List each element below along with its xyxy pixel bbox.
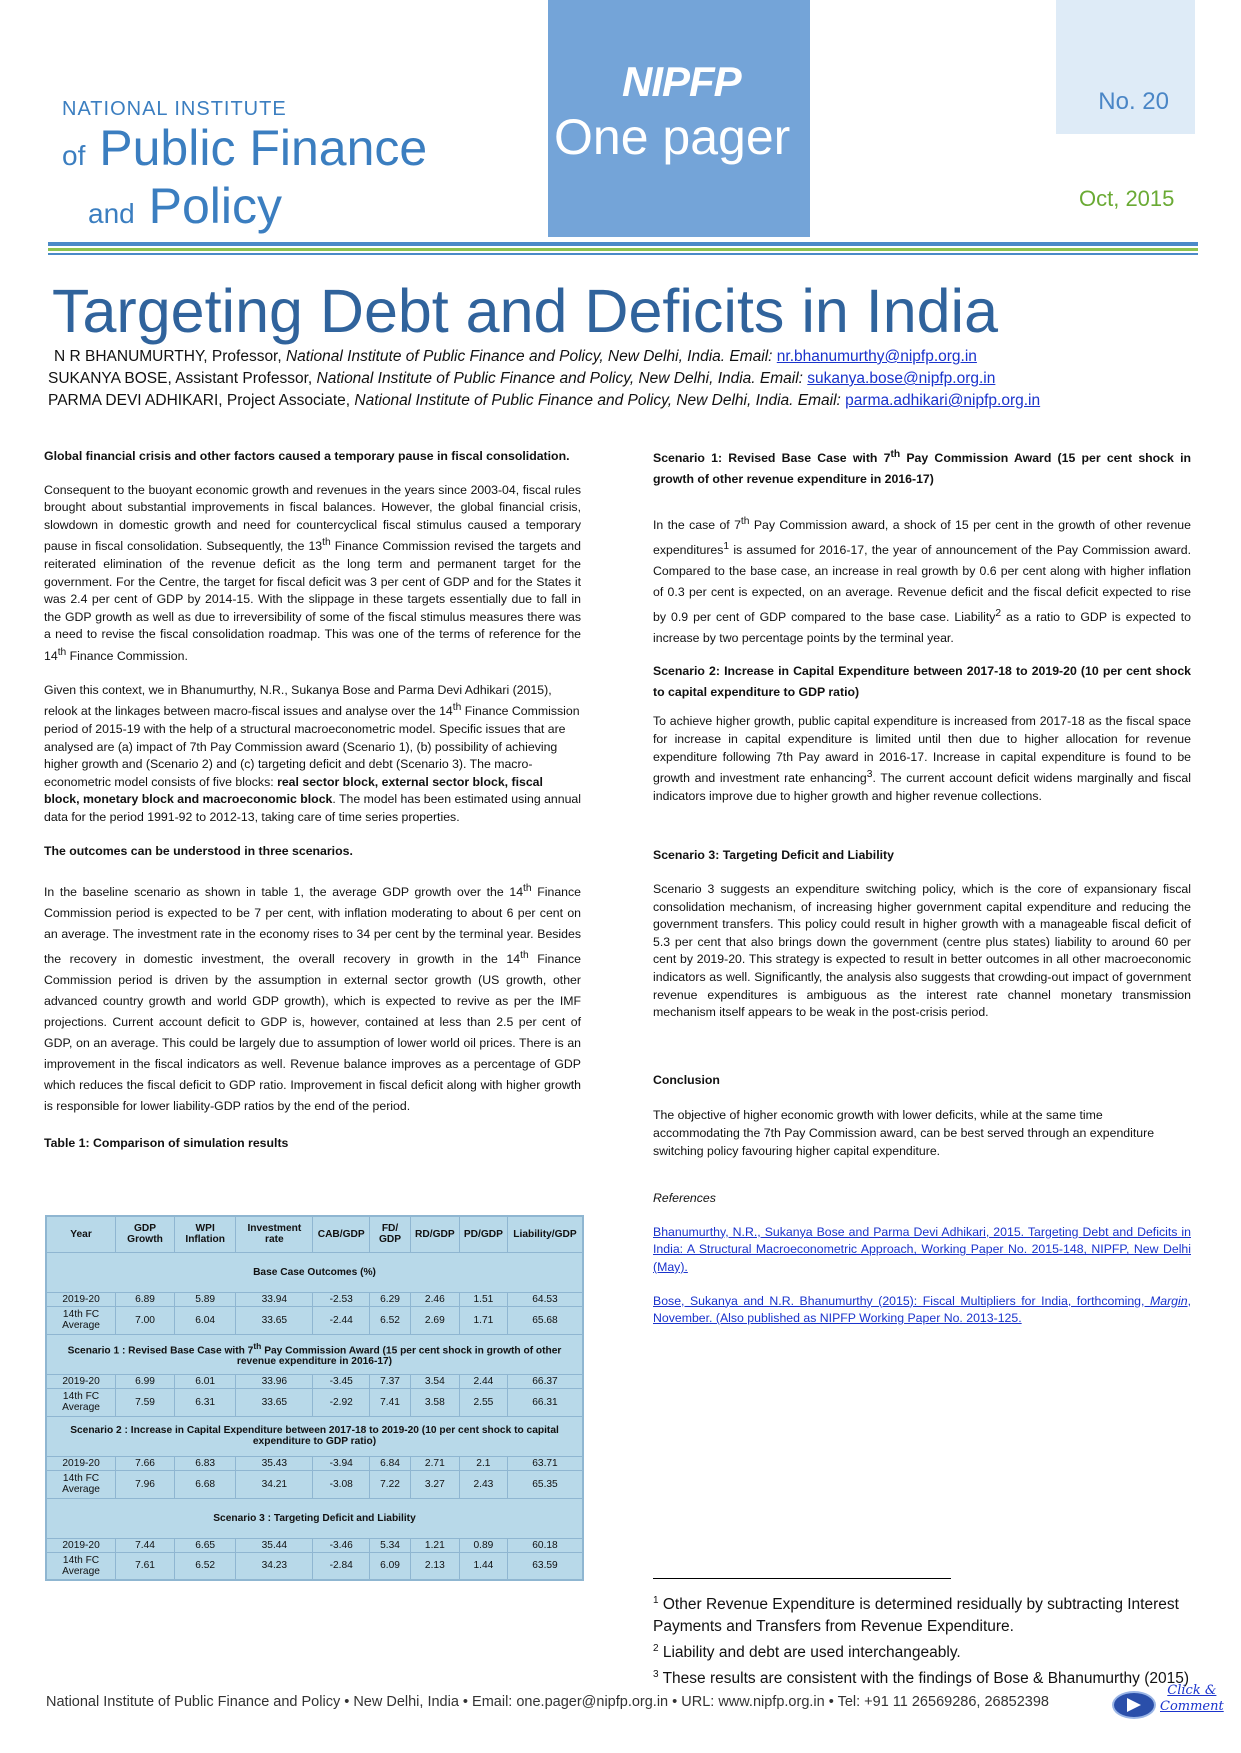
- click-comment-button[interactable]: Click & Comment: [1112, 1683, 1204, 1725]
- table-row: 14th FC Average 7.96 6.68 34.21 -3.08 7.22 3.27 2.43 65.35: [46, 1470, 583, 1498]
- nipfp-logo: NIPFP: [622, 58, 741, 105]
- table-caption: Table 1: Comparison of simulation results: [44, 1136, 289, 1151]
- table-section-row: Base Case Outcomes (%): [46, 1252, 583, 1292]
- paragraph: Scenario 3 suggests an expenditure switching policy, which is the core of expansionary fiscal consolidation mechanism, of increasing higher government capital expenditure and reducing the government transfers. This policy could result in higher growth with a manageable fiscal deficit of 5.3 per cent that also brings down the government (centre plus states) liability to around 60 per cent by 2019-20. This strategy is expected to result in better outcomes in all other macroeconomic indicators as well. Significantly, the analysis also suggests that crowding-out impact of government revenue expenditures is ambiguous as the interest rate channel monetary transmission mechanism itself appears to be weak in the post-crisis period.: [653, 882, 1191, 1020]
- institute-line1: NATIONAL INSTITUTE: [62, 98, 287, 120]
- author-line: N R BHANUMURTHY, Professor, National Institute of Public Finance and Policy, New Delhi, India. Email: nr.bhanumurthy@nipfp.org.in: [54, 348, 977, 365]
- footnote: $^2$ Liability and debt are used interchangeably.: [653, 1643, 961, 1662]
- institute-policy: Policy: [148, 178, 282, 234]
- page-footer: National Institute of Public Finance and Policy • New Delhi, India • Email: one.pager@nipfp.org.in • URL: www.nipfp.org.in • Tel: +91 11 26569286, 26852398: [46, 1694, 1049, 1710]
- paragraph: In the baseline scenario as shown in table 1, the average GDP growth over the 14th Finance Commission period is expected to be 7 per cent, with inflation moderating to about 6 per cent on an average. The investment rate in the economy rises to 34 per cent by the terminal year. Besides the recovery in domestic investment, the overall recovery in growth in the 14th Finance Commission period is driven by the assumption in external sector growth (US growth, other advanced country growth and world GDP growth), which is expected to revive as per the IMF projections. Current account deficit to GDP is, however, contained at less than 2.5 per cent of GDP, on an average. This could be largely due to assumption of lower world oil prices. There is an improvement in the fiscal indicators as well. Revenue balance improves as a percentage of GDP which reduces the fiscal deficit to GDP ratio. Improvement in fiscal deficit along with higher growth is responsible for lower liability-GDP ratios by the end of the period.: [44, 883, 581, 1114]
- paragraph: In the case of 7th Pay Commission award, a shock of 15 per cent in the growth of other revenue expenditures$^1$ is assumed for 2016-17, the year of announcement of the Pay Commission award. Compared to the base case, an increase in real growth by 0.6 per cent along with higher inflation of 0.3 per cent is expected, on an average. Revenue deficit and the fiscal deficit expected to rise by 0.9 per cent of GDP compared to the base case. Liability$^2$ as a ratio to GDP is expected to increase by two percentage points by the terminal year.: [653, 516, 1191, 646]
- author-email-link[interactable]: parma.adhikari@nipfp.org.in: [845, 392, 1041, 409]
- institute-public-finance: Public Finance: [99, 120, 428, 176]
- section-heading: Global financial crisis and other factors caused a temporary pause in fiscal consolidation.: [44, 449, 570, 463]
- section-heading: Scenario 3: Targeting Deficit and Liability: [653, 848, 894, 863]
- reference-item: [653, 1224, 1191, 1277]
- footnote: $^3$ These results are consistent with the findings of Bose & Bhanumurthy (2015): [653, 1669, 1190, 1688]
- table-row: 2019-20 7.44 6.65 35.44 -3.46 5.34 1.21 0.89 60.18: [46, 1538, 583, 1552]
- section-heading: Scenario 2: Increase in Capital Expenditure between 2017-18 to 2019-20 (10 per cent shock to capital expenditure to GDP ratio): [653, 664, 1191, 700]
- reference-link[interactable]: Bose, Sukanya and N.R. Bhanumurthy (2015): Fiscal Multipliers for India, forthcoming, Margin, November. (Also published as NIPFP Working Paper No. 2013-125.: [653, 1293, 1191, 1326]
- issue-date: Oct, 2015: [1079, 186, 1175, 211]
- table-row: 2019-20 6.89 5.89 33.94 -2.53 6.29 2.46 1.51 64.53: [46, 1292, 583, 1306]
- institute-logo: [62, 98, 427, 239]
- institute-of: of: [62, 140, 86, 171]
- table-row: 2019-20 6.99 6.01 33.96 -3.45 7.37 3.54 2.44 66.37: [46, 1374, 583, 1388]
- footnote-separator: [653, 1578, 951, 1579]
- left-column: [44, 448, 581, 1153]
- paragraph: The objective of higher economic growth with lower deficits, while at the same time accommodating the 7th Pay Commission award, can be best served through an expenditure switching policy favouring higher capital expenditure.: [653, 1108, 1155, 1158]
- table-row: 14th FC Average 7.00 6.04 33.65 -2.44 6.52 2.69 1.71 65.68: [46, 1306, 583, 1334]
- footnotes: [653, 1590, 1193, 1690]
- table-section-row: Scenario 1 : Revised Base Case with 7th Pay Commission Award (15 per cent shock in growth of other revenue expenditure in 2016-17): [46, 1334, 583, 1374]
- series-title: One pager: [554, 109, 791, 165]
- header-divider: [48, 253, 1198, 255]
- author-line: PARMA DEVI ADHIKARI, Project Associate, National Institute of Public Finance and Policy, New Delhi, India. Email: parma.adhikari@nipfp.org.in: [48, 392, 1041, 409]
- right-column: [653, 444, 1191, 1328]
- author-list: [48, 346, 1040, 412]
- author-line: SUKANYA BOSE, Assistant Professor, National Institute of Public Finance and Policy, New Delhi, India. Email: sukanya.bose@nipfp.org.in: [48, 370, 996, 387]
- simulation-results-table: [45, 1215, 584, 1581]
- issue-number-box: [1056, 0, 1195, 134]
- table-row: 14th FC Average 7.61 6.52 34.23 -2.84 6.09 2.13 1.44 63.59: [46, 1552, 583, 1580]
- table-row: 2019-20 7.66 6.83 35.43 -3.94 6.84 2.71 2.1 63.71: [46, 1456, 583, 1470]
- footnote: $^1$ Other Revenue Expenditure is determined residually by subtracting Interest Payments and Transfers from Revenue Expenditure.: [653, 1595, 1179, 1636]
- issue-number: No. 20: [1098, 88, 1169, 115]
- one-pager-banner: [548, 0, 810, 237]
- page-title: Targeting Debt and Deficits in India: [52, 277, 999, 345]
- table-header-row: Year GDP Growth WPI Inflation Investment rate CAB/GDP FD/ GDP RD/GDP PD/GDP Liability/GDP: [46, 1216, 583, 1252]
- reference-link[interactable]: Bhanumurthy, N.R., Sukanya Bose and Parma Devi Adhikari, 2015. Targeting Debt and Deficits in India: A Structural Macroeconometric Approach, Working Paper No. 2015-148, NIPFP, New Delhi (May).: [653, 1224, 1191, 1274]
- paragraph: Given this context, we in Bhanumurthy, N.R., Sukanya Bose and Parma Devi Adhikari (2015), relook at the linkages between macro-fiscal issues and analyse over the 14th Finance Commission period of 2015-19 with the help of a structural macroeconometric model. Specific issues that are analysed are (a) impact of 7th Pay Commission award (Scenario 1), (b) possibility of achieving higher growth and (Scenario 2) and (c) targeting deficit and debt (Scenario 3). The macro-econometric model consists of five blocks: real sector block, external sector block, fiscal block, monetary block and macroeconomic block. The model has been estimated using annual data for the period 1991-92 to 2012-13, taking care of time series properties.: [44, 682, 582, 824]
- arrow-icon: [1112, 1691, 1156, 1719]
- paragraph: To achieve higher growth, public capital expenditure is increased from 2017-18 as the fiscal space for increase in capital expenditure is limited until then due to higher allocation for revenue expenditure following 7th Pay award in 2016-17. Increase in capital expenditure is found to be growth and investment rate enhancing$^3$. The current account deficit widens marginally and fiscal indicators improve due to higher growth and higher revenue collections.: [653, 714, 1191, 803]
- reference-item: [653, 1293, 1191, 1328]
- header-divider: [48, 248, 1198, 251]
- author-email-link[interactable]: nr.bhanumurthy@nipfp.org.in: [776, 348, 977, 365]
- section-heading: References: [653, 1191, 716, 1206]
- header-divider: [48, 242, 1198, 246]
- paragraph: Consequent to the buoyant economic growth and revenues in the years since 2003-04, fiscal rules brought about substantial improvements in fiscal balances. However, the global financial crisis, slowdown in domestic growth and need for countercyclical fiscal stimulus caused a temporary pause in fiscal consolidation. Subsequently, the 13th Finance Commission revised the targets and reiterated elimination of the revenue deficit as the long term and permanent target for the government. For the Centre, the target for fiscal deficit was 3 per cent of GDP and for the States it was 2.4 per cent of GDP by 2014-15. With the slippage in these targets essentially due to fall in the GDP growth as well as due to irreversibility of some of the fiscal stimulus measures there was a need to revise the fiscal consolidation roadmap. This was one of the terms of reference for the 14th Finance Commission.: [44, 482, 581, 664]
- section-heading: The outcomes can be understood in three scenarios.: [44, 843, 353, 858]
- author-email-link[interactable]: sukanya.bose@nipfp.org.in: [807, 370, 996, 387]
- table-section-row: Scenario 3 : Targeting Deficit and Liability: [46, 1498, 583, 1538]
- section-heading: Scenario 1: Revised Base Case with 7th Pay Commission Award (15 per cent shock in growth of other revenue expenditure in 2016-17): [653, 449, 1191, 487]
- section-heading: Conclusion: [653, 1072, 720, 1087]
- table-section-row: Scenario 2 : Increase in Capital Expenditure between 2017-18 to 2019-20 (10 per cent shock to capital expenditure to GDP ratio): [46, 1416, 583, 1456]
- table-row: 14th FC Average 7.59 6.31 33.65 -2.92 7.41 3.58 2.55 66.31: [46, 1388, 583, 1416]
- institute-and: and: [88, 198, 135, 229]
